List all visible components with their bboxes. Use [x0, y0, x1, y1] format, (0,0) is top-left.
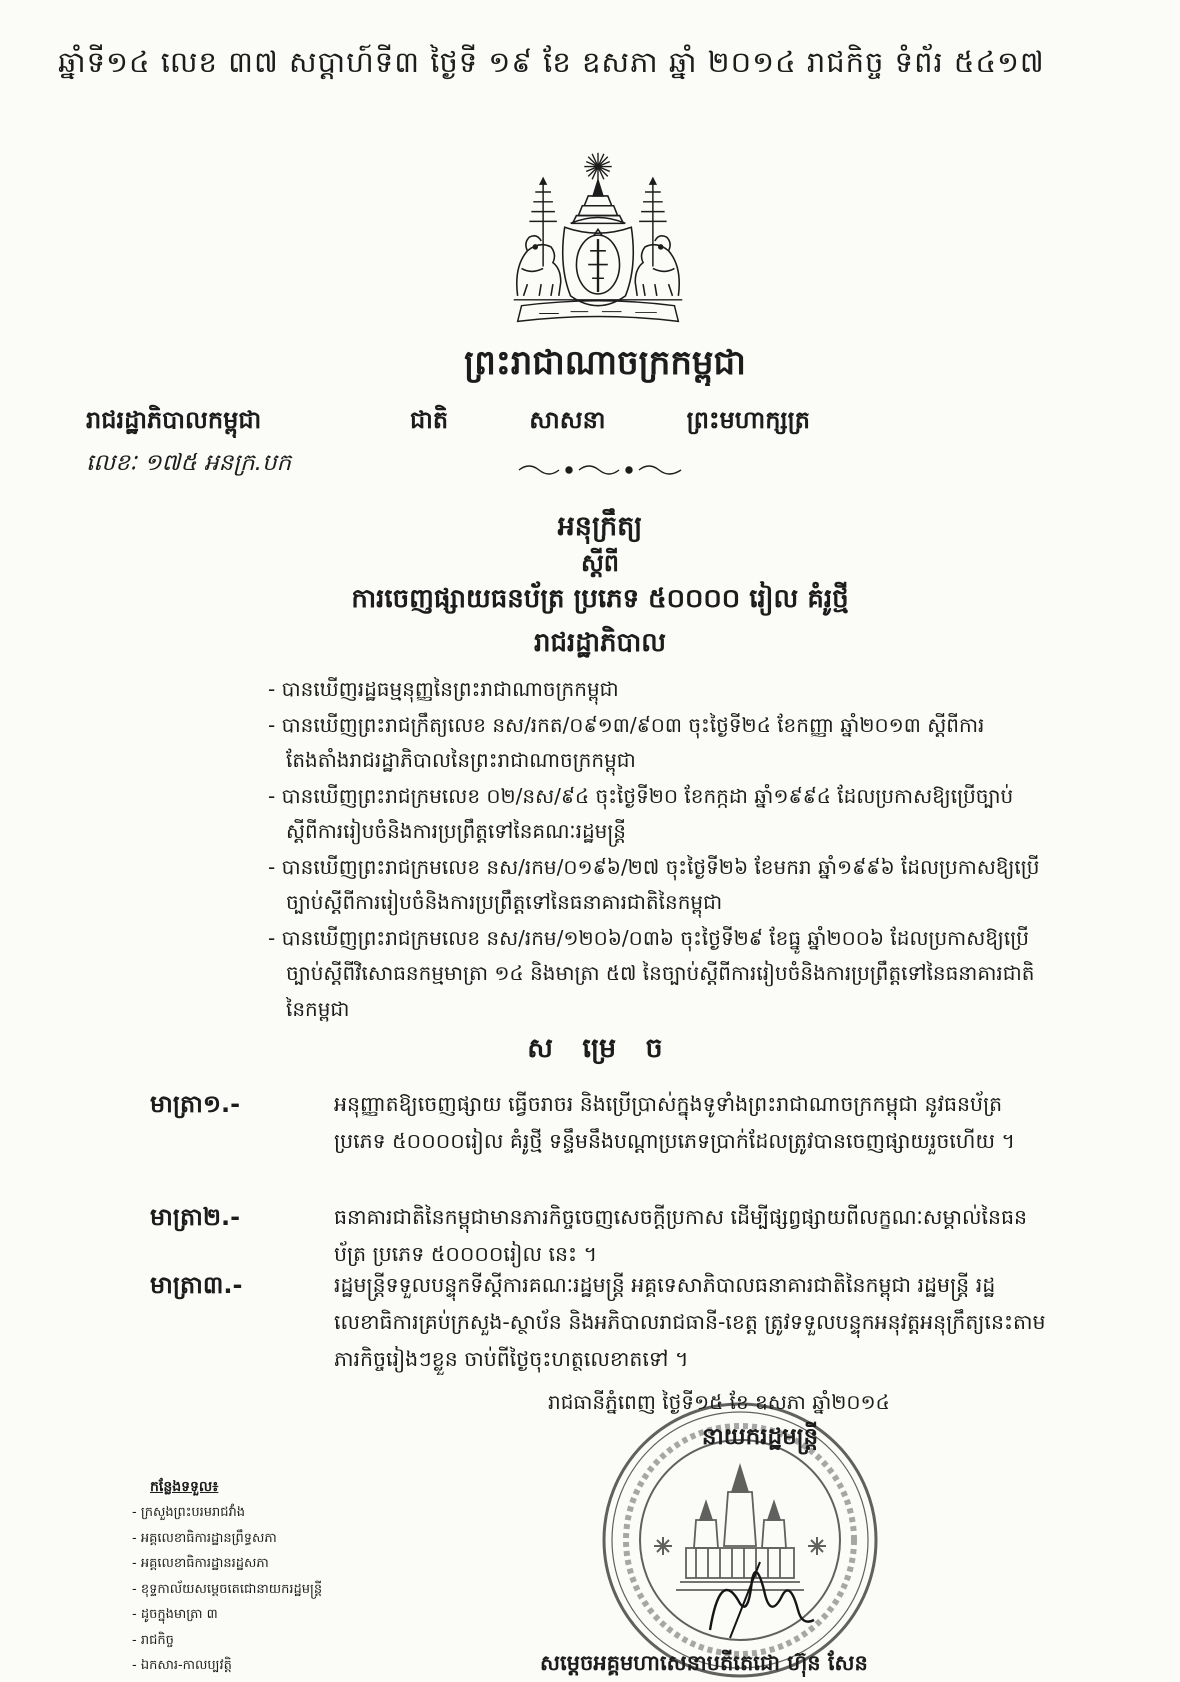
motto-nation: ជាតិ	[410, 406, 449, 434]
preamble-item: - បានឃើញព្រះរាជក្រមលេខ ០២/នស/៩៤ ចុះថ្ងៃទី២០ ខែកក្កដា ឆ្នាំ១៩៩៤ ដែលប្រកាសឱ្យប្រើច្បាប់ស្តីពីការរៀបចំនិងការប្រព្រឹត្តទៅនៃគណៈរដ្ឋមន្ត្រី	[268, 783, 1014, 843]
recipient-item: - អគ្គលេខាធិការដ្ឋានរដ្ឋសភា	[132, 1556, 269, 1571]
reference-number: លេខៈ ១៧៥ អនក្រ.បក	[86, 450, 292, 476]
recipient-item: - រាជកិច្ច	[132, 1632, 174, 1648]
motto-religion: សាសនា	[529, 406, 606, 434]
recipient-item: - ដូចក្នុងមាត្រា ៣	[132, 1607, 218, 1622]
article-3-label: មាត្រា៣.-	[150, 1271, 243, 1299]
emblem-rays	[584, 153, 611, 180]
emblem-right-parasol	[639, 178, 666, 266]
decision-heading: ស ម្រេ ច	[527, 1033, 673, 1064]
government-name: រាជរដ្ឋាភិបាលកម្ពុជា	[86, 406, 262, 434]
handwritten-signature	[690, 1550, 830, 1650]
recipient-item: - ខុទ្ទកាល័យសម្តេចតេជោនាយករដ្ឋមន្ត្រី	[132, 1581, 323, 1597]
gazette-header: ឆ្នាំទី១៤ លេខ ៣៧ សប្តាហ៍ទី៣ ថ្ងៃទី ១៩ ខែ ឧសភា ឆ្នាំ ២០១៤ រាជកិច្ច ទំព័រ ៥៤១៧	[58, 45, 1045, 79]
emblem-base	[514, 300, 683, 322]
recipients-list	[132, 1500, 392, 1679]
article-1-label: មាត្រា១.-	[150, 1090, 241, 1118]
document-subject: ការចេញផ្សាយធនប័ត្រ ប្រភេទ ៥០០០០ រៀល គំរូថ្មី	[351, 584, 849, 614]
flourish-divider-icon	[515, 458, 685, 480]
place-and-date: រាជធានីភ្នំពេញ ថ្ងៃទី១៥ ខែ ឧសភា ឆ្នាំ២០១៤	[548, 1390, 890, 1414]
recipient-item: - ក្រសួងព្រះបរមរាជវាំង	[132, 1505, 246, 1520]
emblem-shield	[563, 227, 634, 305]
signatory-name: សម្តេចអគ្គមហាសេនាបតីតេជោ ហ៊ុន សែន	[540, 1651, 868, 1675]
kingdom-title: ព្រះរាជាណាចក្រកម្ពុជា	[464, 343, 746, 383]
article-3-text: រដ្ឋមន្ត្រីទទួលបន្ទុកទីស្តីការគណៈរដ្ឋមន្ត្រី អគ្គទេសាភិបាលធនាគារជាតិនៃកម្ពុជា រដ្ឋមន្ត្រី រដ្ឋលេខាធិការគ្រប់ក្រសួង-ស្ថាប័ន និងអភិបាលរាជធានី-ខេត្ត ត្រូវទទួលបន្ទុកអនុវត្តអនុក្រឹត្យនេះតាមភារកិច្ចរៀងៗខ្លួន ចាប់ពីថ្ងៃចុះហត្ថលេខាតទៅ ។	[334, 1273, 1046, 1371]
motto-king: ព្រះមហាក្សត្រ	[686, 406, 810, 434]
recipient-item: - ឯកសារ-កាលប្បវត្តិ	[132, 1658, 232, 1673]
signatory-title: នាយករដ្ឋមន្ត្រី	[701, 1424, 819, 1450]
preamble-item: - បានឃើញរដ្ឋធម្មនុញ្ញនៃព្រះរាជាណាចក្រកម្ពុជា	[268, 677, 619, 701]
article-2-text: ធនាគារជាតិនៃកម្ពុជាមានភារកិច្ចចេញសេចក្តីប្រកាស ដើម្បីផ្សព្វផ្សាយពីលក្ខណៈសម្គាល់នៃធនប័ត្រ ប្រភេទ ៥០០០០រៀល នេះ ។	[334, 1205, 1028, 1266]
emblem-crown	[571, 180, 626, 223]
document-about: ស្តីពី	[580, 549, 620, 577]
recipient-item: - អគ្គលេខាធិការដ្ឋានព្រឹទ្ធសភា	[132, 1530, 277, 1546]
emblem-left-parasol	[529, 178, 556, 266]
national-motto	[410, 402, 810, 438]
royal-arms-icon	[500, 148, 696, 336]
recipients-heading: កន្លែងទទួល៖	[150, 1479, 219, 1495]
article-1-text: អនុញ្ញាតឱ្យចេញផ្សាយ ធ្វើចរាចរ និងប្រើប្រាស់ក្នុងទូទាំងព្រះរាជាណាចក្រកម្ពុជា នូវធនប័ត្រ ប្រភេទ ៥០០០០រៀល គំរូថ្មី ទន្ទឹមនឹងបណ្តាប្រភេទប្រាក់ដែលត្រូវបានចេញផ្សាយរួចហើយ ។	[334, 1092, 1016, 1153]
emblem-right-lion	[635, 236, 679, 296]
document-issuer: រាជរដ្ឋាភិបាល	[533, 628, 667, 658]
emblem-left-lion	[517, 236, 561, 296]
article-2-label: មាត្រា២.-	[150, 1203, 241, 1231]
preamble-list	[268, 672, 1040, 1022]
preamble-item: - បានឃើញព្រះរាជក្រមលេខ នស/រកម/១២០៦/០៣៦ ចុះថ្ងៃទី២៩ ខែធ្នូ ឆ្នាំ២០០៦ ដែលប្រកាសឱ្យប្រើច្បាប់ស្តីពីវិសោធនកម្មមាត្រា ១៤ និងមាត្រា ៥៧ នៃច្បាប់ស្តីពីការរៀបចំនិងការប្រព្រឹត្តទៅនៃធនាគារជាតិនៃកម្ពុជា	[268, 925, 1035, 1021]
preamble-item: - បានឃើញព្រះរាជក្រឹត្យលេខ នស/រកត/០៩១៣/៩០៣ ចុះថ្ងៃទី២៤ ខែកញ្ញា ឆ្នាំ២០១៣ ស្តីពីការតែងតាំងរាជរដ្ឋាភិបាលនៃព្រះរាជាណាចក្រកម្ពុជា	[268, 712, 985, 772]
document-type: អនុក្រឹត្យ	[557, 511, 643, 542]
preamble-item: - បានឃើញព្រះរាជក្រមលេខ នស/រកម/០១៩៦/២៧ ចុះថ្ងៃទី២៦ ខែមករា ឆ្នាំ១៩៩៦ ដែលប្រកាសឱ្យប្រើច្បាប់ស្តីពីការរៀបចំនិងការប្រព្រឹត្តទៅនៃធនាគារជាតិនៃកម្ពុជា	[268, 854, 1040, 914]
